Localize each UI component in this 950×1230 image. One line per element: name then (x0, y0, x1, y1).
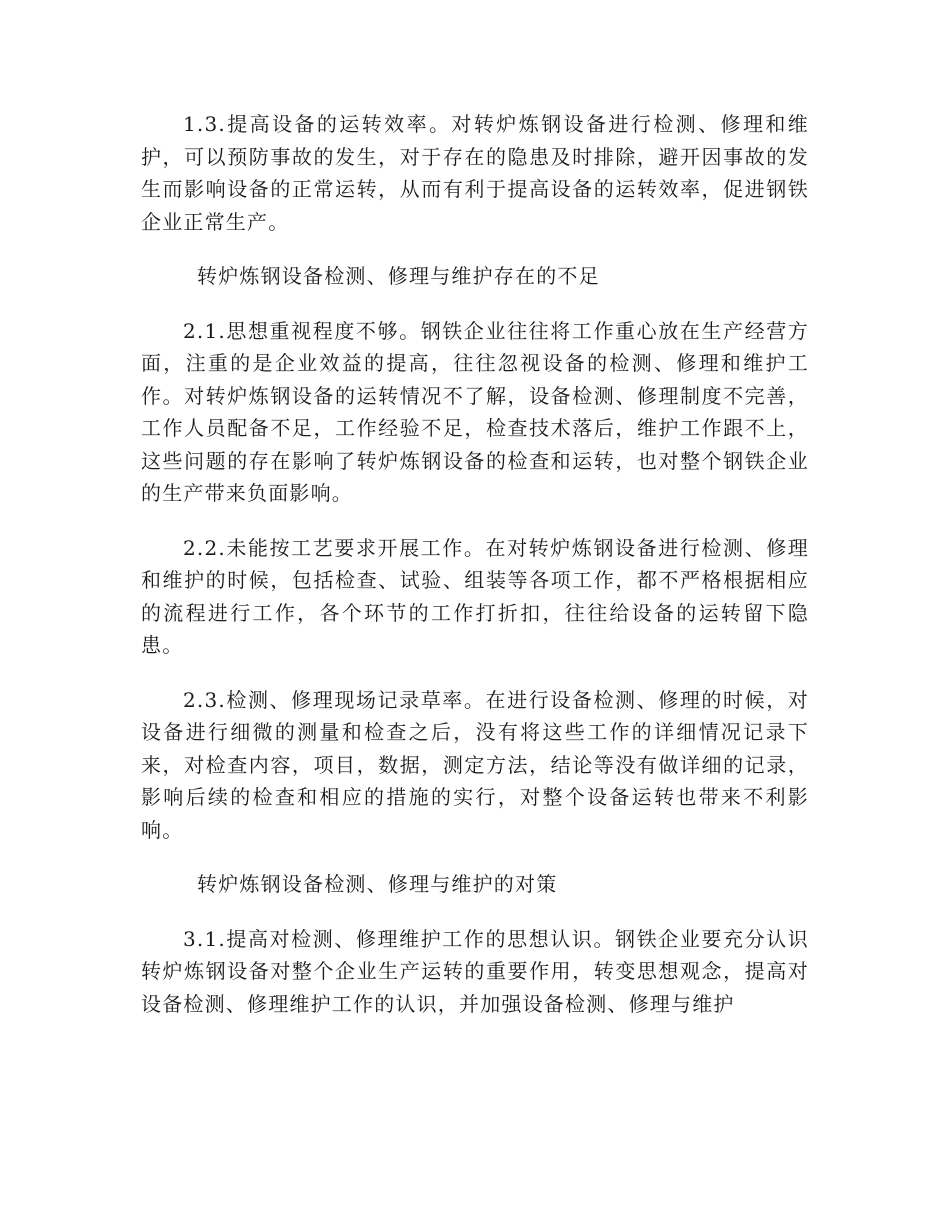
paragraph-gap (141, 510, 809, 532)
section-heading-2: 转炉炼钢设备检测、修理与维护存在的不足 (197, 264, 600, 288)
paragraph-gap (141, 901, 809, 923)
paragraph-2-2: 2.2.未能按工艺要求开展工作。在对转炉炼钢设备进行检测、修理和维护的时候，包括检查、试验、组装等各项工作，都不严格根据相应的流程进行工作，各个环节的工作打折扣，往往给设备的运转留下隐患。 (141, 535, 809, 657)
paragraph-gap (141, 293, 809, 315)
paragraph-gap (141, 238, 809, 260)
document-page (141, 108, 809, 1020)
paragraph-3-1: 3.1.提高对检测、修理维护工作的思想认识。钢铁企业要充分认识转炉炼钢设备对整个企业生产运转的重要作用，转变思想观念，提高对设备检测、修理维护工作的认识，并加强设备检测、修理与维护 (141, 926, 809, 1016)
paragraph-gap (141, 662, 809, 684)
paragraph-gap (141, 846, 809, 868)
paragraph-2-1: 2.1.思想重视程度不够。钢铁企业往往将工作重心放在生产经营方面，注重的是企业效益的提高，往往忽视设备的检测、修理和维护工作。对转炉炼钢设备的运转情况不了解，设备检测、修理制度不完善，工作人员配备不足，工作经验不足，检查技术落后，维护工作跟不上，这些问题的存在影响了转炉炼钢设备的检查和运转，也对整个钢铁企业的生产带来负面影响。 (141, 318, 809, 505)
paragraph-2-3: 2.3.检测、修理现场记录草率。在进行设备检测、修理的时候，对设备进行细微的测量和检查之后，没有将这些工作的详细情况记录下来，对检查内容，项目，数据，测定方法，结论等没有做详细的记录，影响后续的检查和相应的措施的实行，对整个设备运转也带来不利影响。 (141, 687, 809, 842)
paragraph-1-3: 1.3.提高设备的运转效率。对转炉炼钢设备进行检测、修理和维护，可以预防事故的发生，对于存在的隐患及时排除，避开因事故的发生而影响设备的正常运转，从而有利于提高设备的运转效率，促进钢铁企业正常生产。 (141, 112, 809, 234)
section-heading-3: 转炉炼钢设备检测、修理与维护的对策 (197, 872, 558, 896)
